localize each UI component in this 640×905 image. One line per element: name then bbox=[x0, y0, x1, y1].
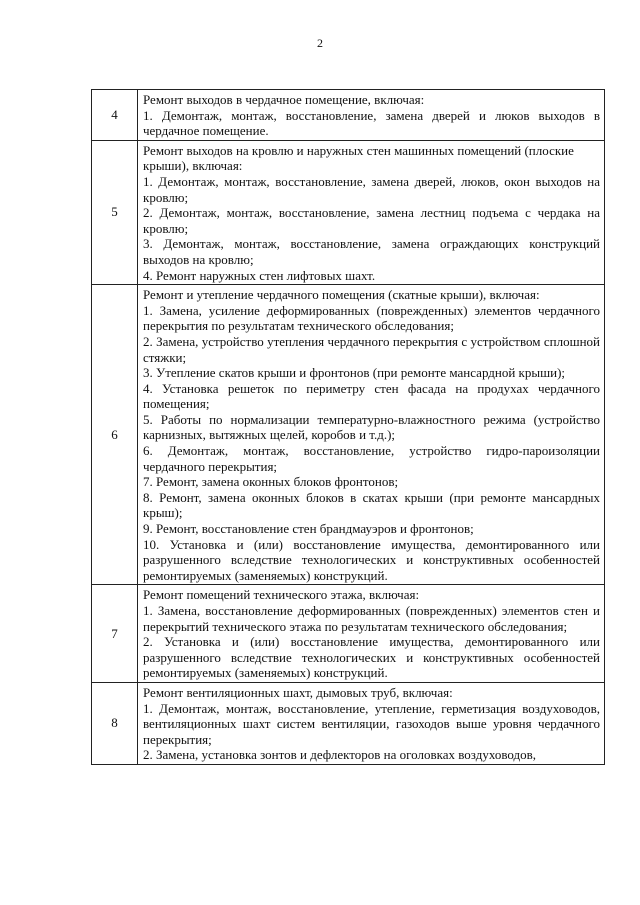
list-item: 3. Демонтаж, монтаж, восстановление, замена ограждающих конструкций выходов на кровлю; bbox=[143, 236, 600, 267]
table-row bbox=[92, 585, 605, 683]
list-item: 6. Демонтаж, монтаж, восстановление, устройство гидро-пароизоляции чердачного перекрытия; bbox=[143, 443, 600, 474]
list-item: 5. Работы по нормализации температурно-влажностного режима (устройство карнизных, вытяжных щелей, коробов и т.д.); bbox=[143, 411, 600, 443]
row-number: 8 bbox=[92, 682, 138, 764]
list-item: 1. Демонтаж, монтаж, восстановление, утепление, герметизация воздуховодов, вентиляционных шахт систем вентиляции, газоходов выше уровня чердачного перекрытия; bbox=[143, 700, 600, 747]
list-item: 3. Утепление скатов крыши и фронтонов (при ремонте мансардной крыши); bbox=[143, 365, 566, 381]
row-content bbox=[138, 585, 605, 683]
list-item: 1. Замена, усиление деформированных (поврежденных) элементов чердачного перекрытия по результатам технического обследования; bbox=[143, 302, 600, 334]
list-item: 9. Ремонт, восстановление стен брандмауэров и фронтонов; bbox=[143, 521, 474, 537]
list-item: 4. Установка решеток по периметру стен фасада на продухах чердачного помещения; bbox=[143, 380, 600, 412]
row-number: 4 bbox=[92, 90, 138, 141]
row-heading: Ремонт вентиляционных шахт, дымовых труб, включая: bbox=[143, 684, 453, 700]
list-item: 2. Установка и (или) восстановление имущества, демонтированного или разрушенного вследствие технологических и конструктивных особенностей ремонтируемых (заменяемых) конструкций. bbox=[143, 634, 600, 681]
row-number: 7 bbox=[92, 585, 138, 683]
list-item: 7. Ремонт, замена оконных блоков фронтонов; bbox=[143, 474, 399, 490]
table-row bbox=[92, 140, 605, 284]
row-content bbox=[138, 90, 605, 141]
list-item: 8. Ремонт, замена оконных блоков в скатах крыши (при ремонте мансардных крыш); bbox=[143, 489, 600, 521]
list-item: 1. Демонтаж, монтаж, восстановление, замена дверей, люков, окон выходов на кровлю; bbox=[143, 173, 600, 205]
works-table bbox=[91, 89, 605, 765]
row-number: 5 bbox=[92, 140, 138, 284]
list-item: 10. Установка и (или) восстановление имущества, демонтированного или разрушенного вследствие технологических и конструктивных особенностей ремонтируемых (заменяемых) конструкций. bbox=[143, 536, 600, 583]
table-row bbox=[92, 90, 605, 141]
page-number: 2 bbox=[317, 36, 323, 50]
list-item: 2. Демонтаж, монтаж, восстановление, замена лестниц подъема с чердака на кровлю; bbox=[143, 205, 600, 236]
row-heading: Ремонт выходов на кровлю и наружных стен машинных помещений (плоские крыши), включая: bbox=[143, 142, 574, 174]
row-heading: Ремонт и утепление чердачного помещения (скатные крыши), включая: bbox=[143, 287, 540, 303]
table-row bbox=[92, 285, 605, 585]
row-content bbox=[138, 682, 605, 764]
list-item: 1. Демонтаж, монтаж, восстановление, замена дверей и люков выходов в чердачное помещение. bbox=[143, 107, 600, 139]
list-item: 2. Замена, установка зонтов и дефлекторов на оголовках воздуховодов, bbox=[143, 747, 537, 763]
row-content bbox=[138, 285, 605, 585]
row-content bbox=[138, 140, 605, 284]
table-row bbox=[92, 682, 605, 764]
list-item: 4. Ремонт наружных стен лифтовых шахт. bbox=[143, 267, 376, 283]
list-item: 1. Замена, восстановление деформированных (поврежденных) элементов стен и перекрытий технического этажа по результатам технического обследования; bbox=[143, 603, 600, 634]
row-number: 6 bbox=[92, 285, 138, 585]
row-heading: Ремонт помещений технического этажа, включая: bbox=[143, 587, 420, 603]
row-heading: Ремонт выходов в чердачное помещение, включая: bbox=[143, 92, 425, 107]
list-item: 2. Замена, устройство утепления чердачного перекрытия с устройством сплошной стяжки; bbox=[143, 333, 600, 365]
